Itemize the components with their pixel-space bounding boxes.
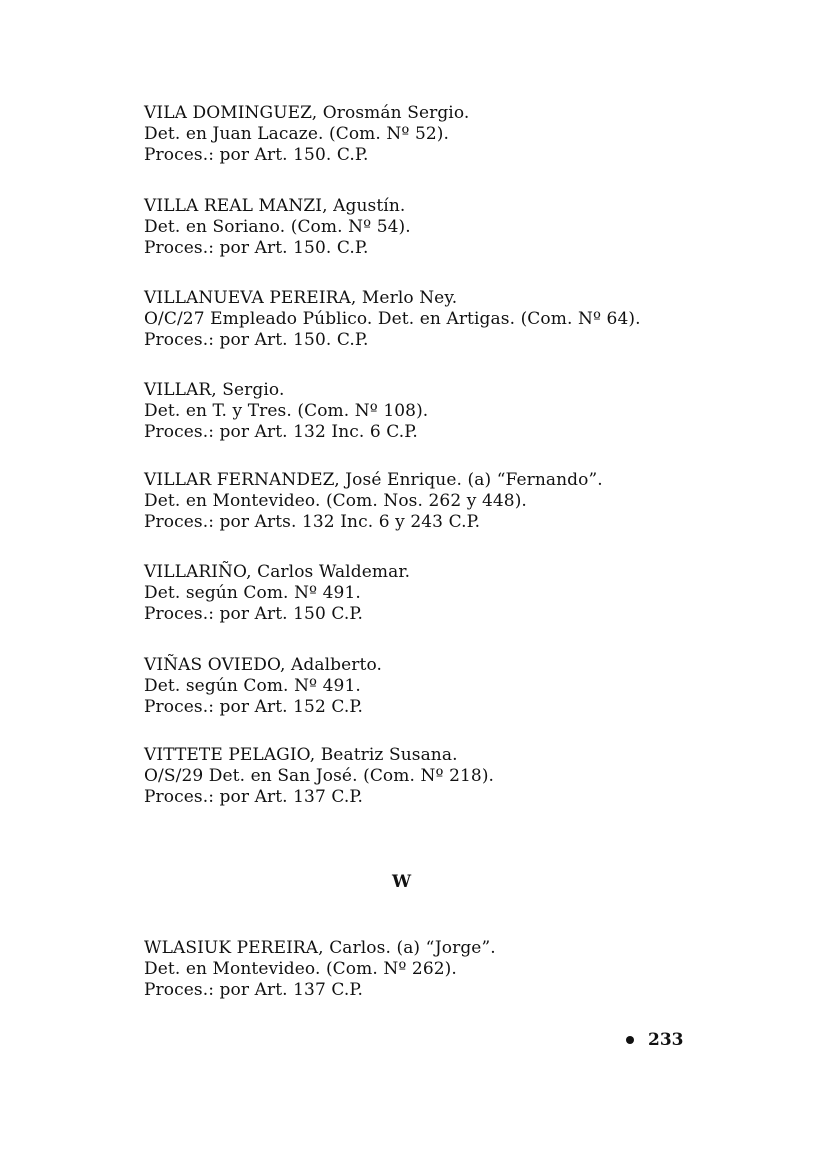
entry-villarino <box>144 562 704 625</box>
entry-villanueva-pereira <box>144 288 704 351</box>
entry-detail: Det. en T. y Tres. (Com. Nº 108). <box>144 401 429 421</box>
entry-name: VILLA REAL MANZI, Agustín. <box>144 196 406 216</box>
entry-name: VILLAR, Sergio. <box>144 380 285 400</box>
entry-process: Proces.: por Art. 132 Inc. 6 C.P. <box>144 422 418 442</box>
entry-villa-real-manzi <box>144 196 704 259</box>
entry-detail: Det. en Soriano. (Com. Nº 54). <box>144 217 411 237</box>
entry-process: Proces.: por Art. 150. C.P. <box>144 330 369 350</box>
section-letter-heading: W <box>392 872 412 892</box>
entry-process: Proces.: por Arts. 132 Inc. 6 y 243 C.P. <box>144 512 481 532</box>
entry-name: VIÑAS OVIEDO, Adalberto. <box>144 655 382 675</box>
page-number: 233 <box>648 1030 684 1050</box>
entry-name: VITTETE PELAGIO, Beatriz Susana. <box>144 745 458 765</box>
entry-detail: Det. en Juan Lacaze. (Com. Nº 52). <box>144 124 450 144</box>
entry-detail: Det. según Com. Nº 491. <box>144 583 361 603</box>
entry-wlasiuk-pereira <box>144 938 704 1001</box>
entry-villar <box>144 380 704 443</box>
entry-detail: Det. en Montevideo. (Com. Nos. 262 y 448). <box>144 491 527 511</box>
entry-name: WLASIUK PEREIRA, Carlos. (a) “Jorge”. <box>144 938 496 958</box>
entry-vinas-oviedo <box>144 655 704 718</box>
entry-detail: O/S/29 Det. en San José. (Com. Nº 218). <box>144 766 495 786</box>
entry-name: VILLANUEVA PEREIRA, Merlo Ney. <box>144 288 458 308</box>
entry-name: VILLARIÑO, Carlos Waldemar. <box>144 562 411 582</box>
entry-detail: Det. según Com. Nº 491. <box>144 676 361 696</box>
entry-process: Proces.: por Art. 152 C.P. <box>144 697 363 717</box>
entry-detail: O/C/27 Empleado Público. Det. en Artigas. (Com. Nº 64). <box>144 309 641 329</box>
entry-vittete-pelagio <box>144 745 704 808</box>
entry-process: Proces.: por Art. 150. C.P. <box>144 145 369 165</box>
entry-villar-fernandez <box>144 470 704 533</box>
entry-name: VILLAR FERNANDEZ, José Enrique. (a) “Fernando”. <box>144 470 603 490</box>
entry-process: Proces.: por Art. 137 C.P. <box>144 980 363 1000</box>
entry-vila-dominguez <box>144 103 704 166</box>
entry-detail: Det. en Montevideo. (Com. Nº 262). <box>144 959 457 979</box>
entry-process: Proces.: por Art. 137 C.P. <box>144 787 363 807</box>
entry-name: VILA DOMINGUEZ, Orosmán Sergio. <box>144 103 470 123</box>
page-footer <box>626 1030 684 1050</box>
entry-process: Proces.: por Art. 150 C.P. <box>144 604 363 624</box>
entry-process: Proces.: por Art. 150. C.P. <box>144 238 369 258</box>
bullet-icon <box>626 1036 634 1044</box>
